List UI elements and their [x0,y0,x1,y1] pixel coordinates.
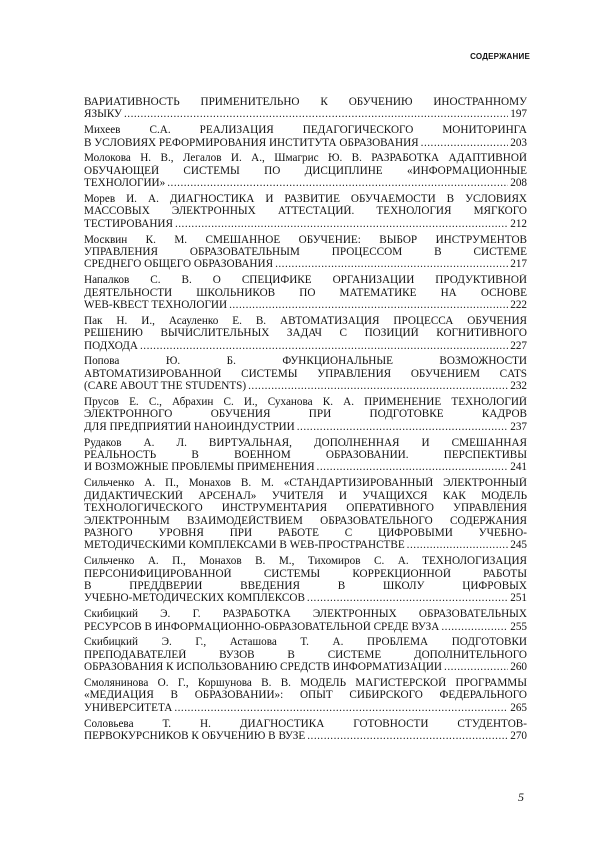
dot-leader [307,730,508,742]
toc-entry [84,193,527,230]
toc-page-number: 270 [510,729,527,742]
section-header: СОДЕРЖАНИЕ [470,52,530,61]
toc-entry-line: В ПРЕДДВЕРИИ ВВЕДЕНИЯ В ШКОЛУ ЦИФРОВЫХ [84,579,527,592]
toc-entry-last-line [84,421,527,433]
toc-entry-line: Москвин К. М. СМЕШАННОЕ ОБУЧЕНИЕ: ВЫБОР ИНСТРУМЕНТОВ [84,233,527,246]
toc-page-number: 251 [510,592,527,605]
toc-entry-line: ЯЗЫКУ [84,108,122,121]
toc-page-number: 227 [510,339,527,352]
toc-entry [84,152,527,189]
dot-leader [167,177,508,189]
toc-entry-line: ДЛЯ ПРЕДПРИЯТИЙ НАНОИНДУСТРИИ [84,420,295,433]
toc-entry-line: Соловьева Т. Н. ДИАГНОСТИКА ГОТОВНОСТИ СТУДЕНТОВ- [84,717,527,730]
toc-entry-last-line [84,730,527,742]
toc-entry [84,355,527,392]
toc-entry-line: И ВОЗМОЖНЫЕ ПРОБЛЕМЫ ПРИМЕНЕНИЯ [84,461,315,474]
toc-entry-line: ЭЛЕКТРОННОГО ОБУЧЕНИЯ ПРИ ПОДГОТОВКЕ КАДРОВ [84,408,527,421]
toc-page-number: 203 [510,136,527,149]
toc-page-number: 265 [510,701,527,714]
toc-page-number: 208 [510,177,527,190]
toc-page-number: 245 [510,539,527,552]
toc-entry-line: В УСЛОВИЯХ РЕФОРМИРОВАНИЯ ИНСТИТУТА ОБРАЗОВАНИЯ [84,136,419,149]
dot-leader [407,539,509,551]
page-number: 5 [518,790,524,804]
toc-entry-line: МЕТОДИЧЕСКИМИ КОМПЛЕКСАМИ В WEB-ПРОСТРАНСТВЕ [84,539,405,552]
toc-entry-line: Михеев С.А. РЕАЛИЗАЦИЯ ПЕДАГОГИЧЕСКОГО МОНИТОРИНГА [84,124,527,137]
toc-entry-line: ЭЛЕКТРОННЫМ ВЗАИМОДЕЙСТВИЕМ ОБРАЗОВАТЕЛЬНОГО СОДЕРЖАНИЯ [84,514,527,527]
toc-entry-line: Напалков С. В. О СПЕЦИФИКЕ ОРГАНИЗАЦИИ ПРОДУКТИВНОЙ [84,274,527,287]
toc-entry-line: УЧЕБНО-МЕТОДИЧЕСКИХ КОМПЛЕКСОВ [84,592,305,605]
toc-entry-line: ДИДАКТИЧЕСКИЙ АРСЕНАЛ» УЧИТЕЛЯ И УЧАЩИХСЯ КАК МОДЕЛЬ [84,489,527,502]
toc-entry-line: WEB-КВЕСТ ТЕХНОЛОГИИ [84,299,228,312]
dot-leader [421,137,509,149]
toc-page-number: 241 [510,461,527,474]
toc-entry-line: Попова Ю. Б. ФУНКЦИОНАЛЬНЫЕ ВОЗМОЖНОСТИ [84,355,527,368]
toc-entry-last-line [84,380,527,392]
toc-entry-line: ПОДХОДА [84,339,138,352]
toc-entry-last-line [84,340,527,352]
toc-page-number: 232 [510,380,527,393]
dot-leader [307,592,508,604]
toc-entry [84,677,527,714]
toc-entry-last-line [84,621,527,633]
toc-entry-last-line [84,108,527,120]
dot-leader [441,621,508,633]
toc-entry-line: Сильченко А. П., Монахов В. М., Тихомиров С. А. ТЕХНОЛОГИЗАЦИЯ [84,555,527,568]
toc-entry-line: ПЕРВОКУРСНИКОВ К ОБУЧЕНИЮ В ВУЗЕ [84,729,306,742]
toc-entry-line: ПРЕПОДАВАТЕЛЕЙ ВУЗОВ В СИСТЕМЕ ДОПОЛНИТЕЛЬНОГО [84,648,527,661]
toc-entry-line: ОБУЧАЮЩЕЙ СИСТЕМЫ ПО ДИСЦИПЛИНЕ «ИНФОРМАЦИОННЫЕ [84,164,527,177]
toc-entry-line: Пак Н. И., Асауленко Е. В. АВТОМАТИЗАЦИЯ ПРОЦЕССА ОБУЧЕНИЯ [84,314,527,327]
toc-entry-last-line [84,702,527,714]
toc-entry-line: ДЕЯТЕЛЬНОСТИ ШКОЛЬНИКОВ ПО МАТЕМАТИКЕ НА ОСНОВЕ [84,286,527,299]
dot-leader [297,421,509,433]
toc-entry-line: (CARE ABOUT THE STUDENTS) [84,380,247,393]
toc-entry-line: РЕСУРСОВ В ИНФОРМАЦИОННО-ОБРАЗОВАТЕЛЬНОЙ СРЕДЕ ВУЗА [84,620,440,633]
toc-entry-line: ТЕХНОЛОГИИ» [84,177,166,190]
toc-entry [84,124,527,149]
dot-leader [275,258,508,270]
toc-entry-line: ПЕРСОНИФИЦИРОВАННОЙ СИСТЕМЫ КОРРЕКЦИОННОЙ РАБОТЫ [84,567,527,580]
toc-entry [84,555,527,605]
dot-leader [124,108,508,120]
toc-entry-line: УНИВЕРСИТЕТА [84,701,173,714]
dot-leader [229,299,508,311]
toc-entry [84,315,527,352]
toc-entry-line: ТЕХНОЛОГИЧЕСКОГО ИНСТРУМЕНТАРИЯ ОПЕРАТИВНОГО УПРАВЛЕНИЯ [84,502,527,515]
toc-entry [84,234,527,271]
toc-entry [84,396,527,433]
toc-entry-line: Смолянинова О. Г., Коршунова В. В. МОДЕЛЬ МАГИСТЕРСКОЙ ПРОГРАММЫ [84,676,527,689]
toc-entry [84,477,527,551]
dot-leader [317,461,509,473]
toc-entry-last-line [84,461,527,473]
toc-entry-line: СРЕДНЕГО ОБЩЕГО ОБРАЗОВАНИЯ [84,258,274,271]
toc-entry-line: Сильченко А. П., Монахов В. М. «СТАНДАРТИЗИРОВАННЫЙ ЭЛЕКТРОННЫЙ [84,477,527,490]
dot-leader [248,380,508,392]
toc-entry [84,274,527,311]
toc-entry-last-line [84,258,527,270]
dot-leader [444,661,508,673]
toc-page-number: 212 [510,217,527,230]
toc-entry-line: ВАРИАТИВНОСТЬ ПРИМЕНИТЕЛЬНО К ОБУЧЕНИЮ ИНОСТРАННОМУ [84,96,527,108]
toc-page-number: 222 [510,299,527,312]
toc-entry [84,608,527,633]
toc-page-number: 197 [510,108,527,121]
toc-entry-line: РЕАЛЬНОСТЬ В ВОЕННОМ ОБРАЗОВАНИИ. ПЕРСПЕКТИВЫ [84,449,527,462]
toc-entry-line: УПРАВЛЕНИЯ ОБРАЗОВАТЕЛЬНЫМ ПРОЦЕССОМ В СИСТЕМЕ [84,246,527,259]
toc-entry-last-line [84,137,527,149]
toc-entry-line: ОБРАЗОВАНИЯ К ИСПОЛЬЗОВАНИЮ СРЕДСТВ ИНФОРМАТИЗАЦИИ [84,661,443,674]
toc-entry-line: «МЕДИАЦИЯ В ОБРАЗОВАНИИ»: ОПЫТ СИБИРСКОГО ФЕДЕРАЛЬНОГО [84,689,527,702]
toc-page-number: 217 [510,258,527,271]
toc-entry-last-line [84,661,527,673]
toc-entry [84,718,527,743]
toc-entry-last-line [84,177,527,189]
dot-leader [174,702,508,714]
toc-entry-line: Скибицкий Э. Г. РАЗРАБОТКА ЭЛЕКТРОННЫХ ОБРАЗОВАТЕЛЬНЫХ [84,608,527,621]
table-of-contents [84,96,527,746]
dot-leader [175,218,508,230]
toc-entry [84,437,527,474]
dot-leader [140,340,508,352]
toc-entry-line: Прусов Е. С., Абрахин С. И., Суханова К. А. ПРИМЕНЕНИЕ ТЕХНОЛОГИЙ [84,396,527,409]
toc-entry-line: Скибицкий Э. Г., Асташова Т. А. ПРОБЛЕМА ПОДГОТОВКИ [84,636,527,649]
toc-entry [84,96,527,121]
toc-entry-line: РЕШЕНИЮ ВЫЧИСЛИТЕЛЬНЫХ ЗАДАЧ С ПОЗИЦИЙ КОГНИТИВНОГО [84,327,527,340]
toc-page-number: 255 [510,620,527,633]
toc-entry-line: АВТОМАТИЗИРОВАННОЙ СИСТЕМЫ УПРАВЛЕНИЯ ОБУЧЕНИЕМ CATS [84,367,527,380]
toc-entry-line: Рудаков А. Л. ВИРТУАЛЬНАЯ, ДОПОЛНЕННАЯ И СМЕШАННАЯ [84,436,527,449]
toc-page-number: 260 [510,661,527,674]
toc-entry-last-line [84,299,527,311]
toc-entry [84,636,527,673]
toc-entry-line: РАЗНОГО УРОВНЯ ПРИ РАБОТЕ С ЦИФРОВЫМИ УЧЕБНО- [84,526,527,539]
toc-entry-line: Морев И. А. ДИАГНОСТИКА И РАЗВИТИЕ ОБУЧАЕМОСТИ В УСЛОВИЯХ [84,193,527,206]
toc-entry-last-line [84,539,527,551]
toc-entry-line: Молокова Н. В., Легалов И. А., Шмагрис Ю. В. РАЗРАБОТКА АДАПТИВНОЙ [84,152,527,165]
toc-entry-last-line [84,592,527,604]
toc-entry-last-line [84,218,527,230]
toc-entry-line: МАССОВЫХ ЭЛЕКТРОННЫХ АТТЕСТАЦИЙ. ТЕХНОЛОГИЯ МЯГКОГО [84,205,527,218]
toc-page-number: 237 [510,420,527,433]
toc-entry-line: ТЕСТИРОВАНИЯ [84,217,173,230]
